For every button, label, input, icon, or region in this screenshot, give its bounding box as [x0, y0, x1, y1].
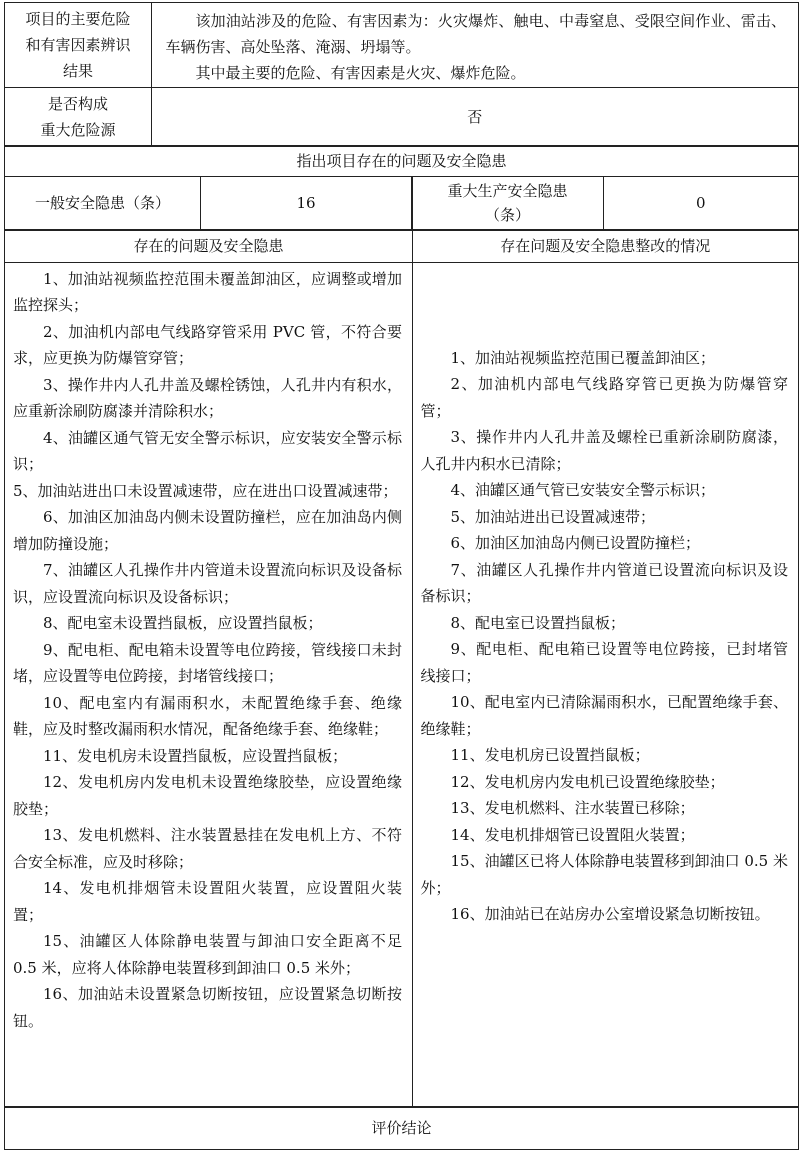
major-hazard-count-label-line: （条） [484, 206, 530, 224]
problem-item: 6、加油区加油岛内侧未设置防撞栏，应在加油岛内侧增加防撞设施； [13, 508, 402, 553]
hazard-label-cell [4, 2, 152, 88]
rectification-item: 2、加油机内部电气线路穿管已更换为防爆管穿管； [420, 375, 788, 420]
problem-item: 1、加油站视频监控范围未覆盖卸油区，应调整或增加监控探头； [13, 269, 402, 314]
general-hazard-count: 16 [296, 194, 316, 212]
problem-item: 12、发电机房内发电机未设置绝缘胶垫，应设置绝缘胶垫； [13, 773, 402, 818]
evaluation-table [4, 2, 799, 1152]
problems-header-cell [4, 229, 413, 263]
hazard-content-cell [151, 2, 800, 88]
conclusion-title: 评价结论 [371, 1119, 432, 1137]
hazard-paragraph: 其中最主要的危险、有害因素是火灾、爆炸危险。 [195, 64, 526, 82]
rectifications-list-cell [412, 262, 800, 1108]
major-hazard-count-label-cell [411, 176, 604, 231]
rectification-item: 12、发电机房内发电机已设置绝缘胶垫； [450, 772, 725, 791]
rectification-item: 4、油罐区通气管已安装安全警示标识； [450, 481, 716, 499]
problem-item: 11、发电机房未设置挡鼠板，应设置挡鼠板； [43, 746, 348, 765]
problem-item: 5、加油站进出口未设置减速带，应在进出口设置减速带； [13, 481, 398, 500]
hazard-paragraph: 该加油站涉及的危险、有害因素为：火灾爆炸、触电、中毒窒息、受限空间作业、雷击、车辆伤害、高处坠落、淹溺、坍塌等。 [165, 12, 786, 56]
rectification-item: 11、发电机房已设置挡鼠板； [450, 746, 650, 764]
major-hazard-value: 否 [467, 107, 483, 126]
problem-item: 16、加油站未设置紧急切断按钮，应设置紧急切断按钮。 [13, 985, 402, 1030]
rectifications-header: 存在问题及安全隐患整改的情况 [500, 237, 711, 255]
problem-item: 15、油罐区人体除静电装置与卸油口安全距离不足 0.5 米，应将人体除静电装置移到卸油口 0.5 米外； [13, 932, 402, 977]
major-hazard-value-cell [151, 87, 800, 147]
major-hazard-count: 0 [695, 194, 706, 212]
rectification-item: 15、油罐区已将人体除静电装置移到卸油口 0.5 米外； [420, 852, 788, 897]
major-hazard-count-label-line: 重大生产安全隐患 [447, 182, 568, 200]
section-title: 指出项目存在的问题及安全隐患 [296, 152, 507, 170]
rectification-item: 6、加油区加油岛内侧已设置防撞栏； [450, 534, 701, 552]
problems-list-cell [4, 262, 413, 1108]
problem-item: 14、发电机排烟管未设置阻火装置，应设置阻火装置； [13, 879, 402, 924]
major-hazard-count-value-cell [603, 176, 800, 231]
problems-header: 存在的问题及安全隐患 [133, 237, 284, 255]
problem-item: 10、配电室内有漏雨积水，未配置绝缘手套、绝缘鞋，应及时整改漏雨积水情况，配备绝缘手套、绝缘鞋； [13, 693, 402, 738]
problem-item: 8、配电室未设置挡鼠板，应设置挡鼠板； [43, 614, 323, 632]
rectification-item: 5、加油站进出已设置减速带； [450, 507, 656, 526]
major-hazard-label-line: 重大危险源 [40, 120, 116, 139]
problem-item: 9、配电柜、配电箱未设置等电位跨接，管线接口未封堵，应设置等电位跨接，封堵管线接口； [13, 640, 402, 685]
problem-item: 7、油罐区人孔操作井内管道未设置流向标识及设备标识，应设置流向标识及设备标识； [13, 561, 402, 606]
rectification-item: 3、操作井内人孔井盖及螺栓已重新涂刷防腐漆，人孔井内积水已清除； [420, 428, 788, 473]
general-hazard-label-cell [4, 176, 201, 231]
rectification-item: 7、油罐区人孔操作井内管道已设置流向标识及设备标识； [420, 560, 788, 605]
major-hazard-label-line: 是否构成 [47, 94, 108, 113]
hazard-label-line: 结果 [62, 62, 93, 80]
rectification-item: 1、加油站视频监控范围已覆盖卸油区； [450, 348, 716, 367]
rectification-item: 14、发电机排烟管已设置阻火装置； [450, 825, 695, 844]
rectification-item: 10、配电室内已清除漏雨积水，已配置绝缘手套、绝缘鞋； [420, 693, 788, 738]
rectifications-header-cell [412, 229, 800, 263]
section-title-cell [4, 145, 799, 177]
general-hazard-value-cell [200, 176, 413, 231]
rectification-item: 13、发电机燃料、注水装置已移除； [450, 799, 695, 817]
problem-item: 2、加油机内部电气线路穿管采用 PVC 管，不符合要求，应更换为防爆管穿管； [13, 322, 402, 367]
conclusion-title-cell [4, 1106, 799, 1150]
major-hazard-label-cell [4, 87, 152, 147]
general-hazard-label: 一般安全隐患（条） [34, 194, 170, 212]
rectification-item: 8、配电室已设置挡鼠板； [450, 613, 626, 632]
hazard-label-line: 项目的主要危险 [25, 10, 131, 28]
problem-item: 13、发电机燃料、注水装置悬挂在发电机上方、不符合安全标准，应及时移除； [13, 826, 402, 871]
problem-item: 3、操作井内人孔井盖及螺栓锈蚀，人孔井内有积水，应重新涂刷防腐漆并清除积水； [13, 375, 402, 420]
rectification-item: 16、加油站已在站房办公室增设紧急切断按钮。 [450, 905, 770, 923]
problem-item: 4、油罐区通气管无安全警示标识，应安装安全警示标识； [13, 428, 402, 473]
rectification-item: 9、配电柜、配电箱已设置等电位跨接，已封堵管线接口； [420, 640, 788, 685]
hazard-label-line: 和有害因素辨识 [25, 36, 131, 54]
